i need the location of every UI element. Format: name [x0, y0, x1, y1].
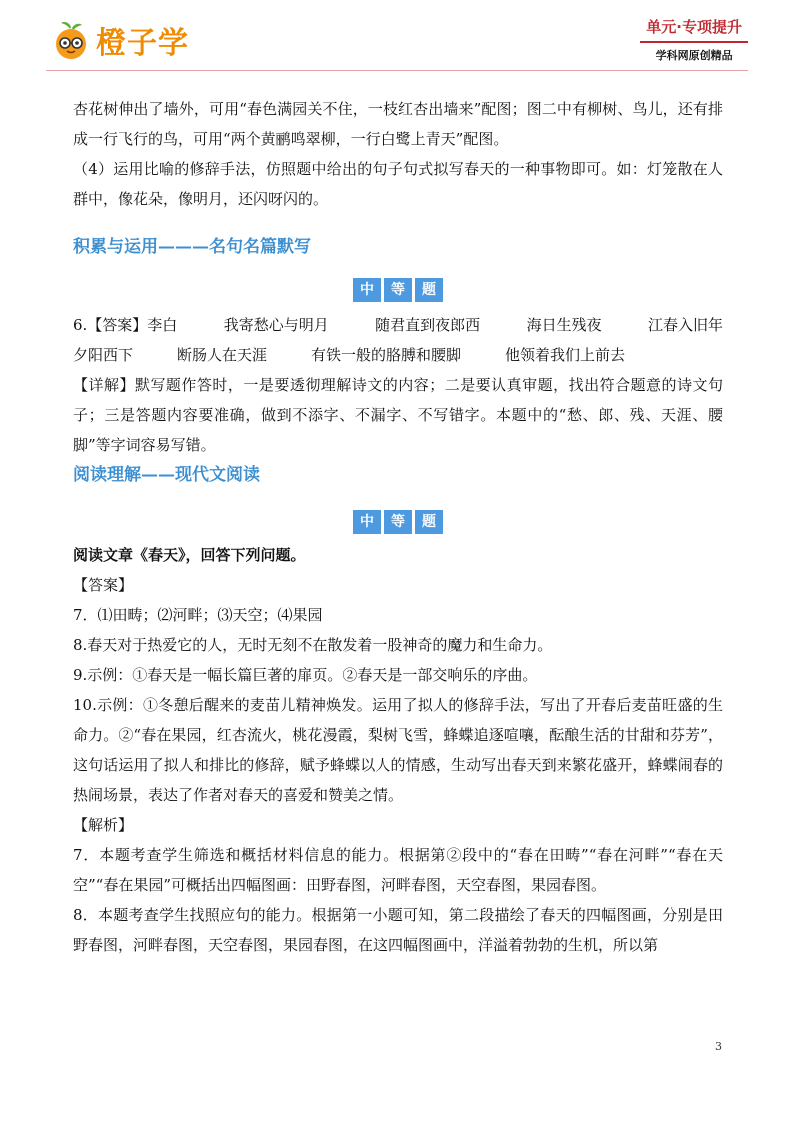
brand-title: 单元·专项提升	[640, 16, 748, 43]
answer-item: 有铁一般的胳膊和腰脚	[311, 346, 462, 364]
answer-row	[73, 310, 723, 340]
paragraph: 杏花树伸出了墙外，可用“春色满园关不住，一枝红杏出墙来”配图；图二中有柳树、鸟儿，还有排成一行飞行的鸟，可用“两个黄鹂鸣翠柳，一行白鹭上青天”配图。	[73, 100, 723, 148]
logo-text: 橙子学	[96, 26, 189, 61]
section-title: 阅读理解——现代文阅读	[73, 465, 260, 485]
badge-char: 等	[384, 510, 412, 534]
answer-item: 6.【答案】李白	[73, 316, 178, 334]
answer-row	[73, 340, 723, 370]
brand-block	[640, 16, 748, 63]
analysis-paragraph: 8．本题考查学生找照应句的能力。根据第一小题可知，第二段描绘了春天的四幅图画，分别是田野春图，河畔春图，天空春图，果园春图，在这四幅图画中，洋溢着勃勃的生机，所以第	[73, 906, 723, 954]
answer-item: 夕阳西下	[73, 346, 134, 364]
difficulty-badge	[73, 510, 723, 540]
analysis-label: 【解析】	[73, 816, 134, 834]
answer-item: 断肠人在天涯	[177, 346, 268, 364]
badge-char: 题	[415, 278, 443, 302]
reading-instruction: 阅读文章《春天》，回答下列问题。	[73, 546, 306, 564]
orange-mascot-icon	[50, 19, 92, 61]
badge-char: 题	[415, 510, 443, 534]
answer-label: 【答案】	[73, 576, 134, 594]
page-number: 3	[715, 1040, 722, 1053]
badge-char: 等	[384, 278, 412, 302]
answer-item: 随君直到夜郎西	[375, 316, 481, 334]
answer-item: 海日生残夜	[526, 316, 602, 334]
difficulty-badge	[73, 278, 723, 308]
answer-paragraph: 7．⑴田畴；⑵河畔；⑶天空；⑷果园	[73, 606, 323, 624]
answer-item: 他领着我们上前去	[505, 346, 626, 364]
badge-char: 中	[353, 510, 381, 534]
brand-subtitle: 学科网原创精品	[655, 49, 733, 62]
badge-char: 中	[353, 278, 381, 302]
answer-item: 我寄愁心与明月	[223, 316, 329, 334]
answer-paragraph: 8.春天对于热爱它的人，无时无刻不在散发着一股神奇的魔力和生命力。	[73, 636, 553, 654]
answer-paragraph: 10.示例：①冬憩后醒来的麦苗儿精神焕发。运用了拟人的修辞手法，写出了开春后麦苗旺盛的生命力。②“春在果园，红杏流火，桃花漫霞，梨树飞雪，蜂蝶追逐喧嚷，酝酿生活的甘甜和芬芳”，这句话运用了拟人和排比的修辞，赋予蜂蝶以人的情感，生动写出春天到来繁花盛开，蜂蝶闹春的热闹场景，表达了作者对春天的喜爱和赞美之情。	[73, 696, 723, 804]
answer-paragraph: 9.示例：①春天是一幅长篇巨著的扉页。②春天是一部交响乐的序曲。	[73, 666, 538, 684]
answer-item: 江春入旧年	[647, 316, 723, 334]
section-title: 积累与运用———名句名篇默写	[73, 237, 311, 257]
header-divider	[46, 70, 748, 71]
page-content	[73, 94, 723, 960]
brand-logo	[50, 18, 189, 62]
detail-paragraph: 【详解】默写题作答时，一是要透彻理解诗文的内容；二是要认真审题，找出符合题意的诗文句子；三是答题内容要准确，做到不添字、不漏字、不写错字。本题中的“愁、郎、残、天涯、腰脚”等字词容易写错。	[73, 376, 723, 454]
paragraph: （4）运用比喻的修辞手法，仿照题中给出的句子句式拟写春天的一种事物即可。如：灯笼散在人群中，像花朵，像明月，还闪呀闪的。	[73, 160, 723, 208]
analysis-paragraph: 7．本题考查学生筛选和概括材料信息的能力。根据第②段中的“春在田畴”“春在河畔”“春在天空”“春在果园”可概括出四幅图画：田野春图，河畔春图，天空春图，果园春图。	[73, 846, 723, 894]
